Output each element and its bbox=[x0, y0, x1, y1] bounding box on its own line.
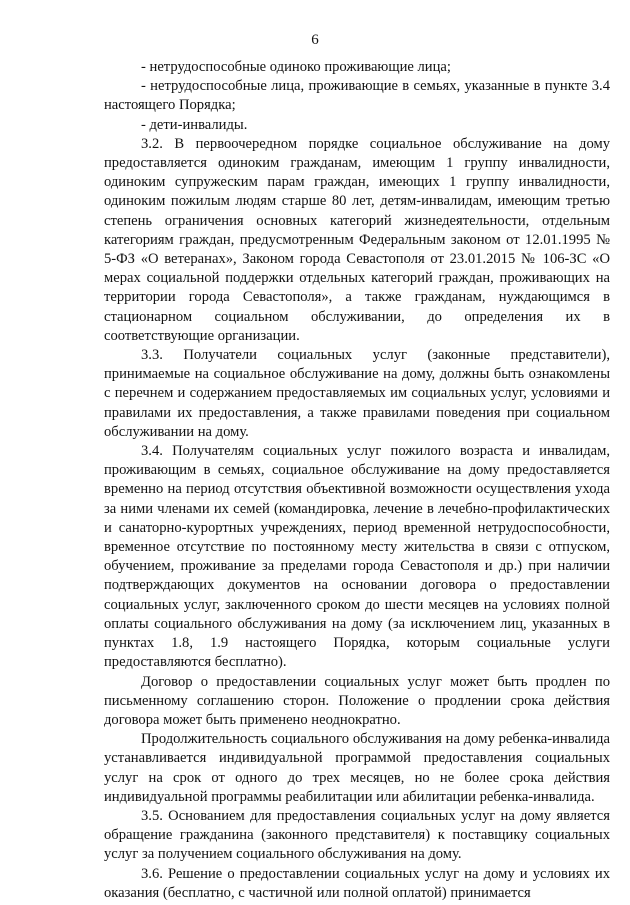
paragraph-3-2: 3.2. В первоочередном порядке социальное обслуживание на дому предоставляется одиноким гражданам, имеющим 1 группу инвалидности, одиноким супружеским парам граждан, имеющих 1 группу инвалидности, одиноким пожилым людям старше 80 лет, детям-инвалидам, имеющим третью степень ограничения основных категорий жизнедеятельности, отдельным категориям граждан, предусмотренным Федеральным законом от 12.01.1995 № 5-ФЗ «О ветеранах», Законом города Севастополя от 23.01.2015 № 106-ЗС «О мерах социальной поддержки отдельных категорий граждан, проживающих на территории города Севастополя», а также гражданам, нуждающимся в стационарном социальном обслуживании, до определения их в соответствующие организации. bbox=[104, 135, 610, 344]
page-number: 6 bbox=[311, 32, 319, 48]
paragraph-3-4: 3.4. Получателям социальных услуг пожилого возраста и инвалидам, проживающим в семьях, социальное обслуживание на дому предоставляется временно на период отсутствия объективной возможности осуществления ухода за ними членами их семей (командировка, лечение в лечебно-профилактических и санаторно-курортных учреждениях, период временной нетрудоспособности, временное отсутствие по постоянному месту жительства в связи с отпуском, обучением, проживание за пределами города Севастополя и др.) при наличии подтверждающих документов на основании договора о предоставлении социальных услуг, заключенного сроком до шести месяцев на условиях полной оплаты социального обслуживания на дому (за исключением лиц, указанных в пунктах 1.8, 1.9 настоящего Порядка, которым социальные услуги предоставляются бесплатно). bbox=[104, 443, 610, 671]
paragraph-3-6: 3.6. Решение о предоставлении социальных услуг на дому и условиях их оказания (бесплатно, с частичной или полной оплатой) принимается bbox=[104, 865, 610, 901]
paragraph-list-item-1: - нетрудоспособные одиноко проживающие лица; bbox=[141, 59, 451, 75]
paragraph-contract-extension: Договор о предоставлении социальных услуг может быть продлен по письменному соглашению сторон. Положение о продлении срока действия договора может быть применено неоднократно. bbox=[104, 673, 610, 728]
document-body bbox=[104, 58, 610, 903]
paragraph-child-service-duration: Продолжительность социального обслуживания на дому ребенка-инвалида устанавливается индивидуальной программой предоставления социальных услуг на срок от одного до трех месяцев, но не более срока действия индивидуальной программы реабилитации или абилитации ребенка-инвалида. bbox=[104, 731, 610, 805]
paragraph-list-item-2: - нетрудоспособные лица, проживающие в семьях, указанные в пункте 3.4 настоящего Порядка; bbox=[104, 78, 610, 114]
paragraph-list-item-3: - дети-инвалиды. bbox=[141, 116, 248, 133]
paragraph-3-3: 3.3. Получатели социальных услуг (законные представители), принимаемые на социальное обслуживание на дому, должны быть ознакомлены с перечнем и содержанием предоставляемых им социальных услуг, условиями и правилами их предоставления, а также правилами поведения при социальном обслуживании на дому. bbox=[104, 347, 610, 440]
paragraph-3-5: 3.5. Основанием для предоставления социальных услуг на дому является обращение гражданина (законного представителя) к поставщику социальных услуг за получением социального обслуживания на дому. bbox=[104, 807, 610, 863]
